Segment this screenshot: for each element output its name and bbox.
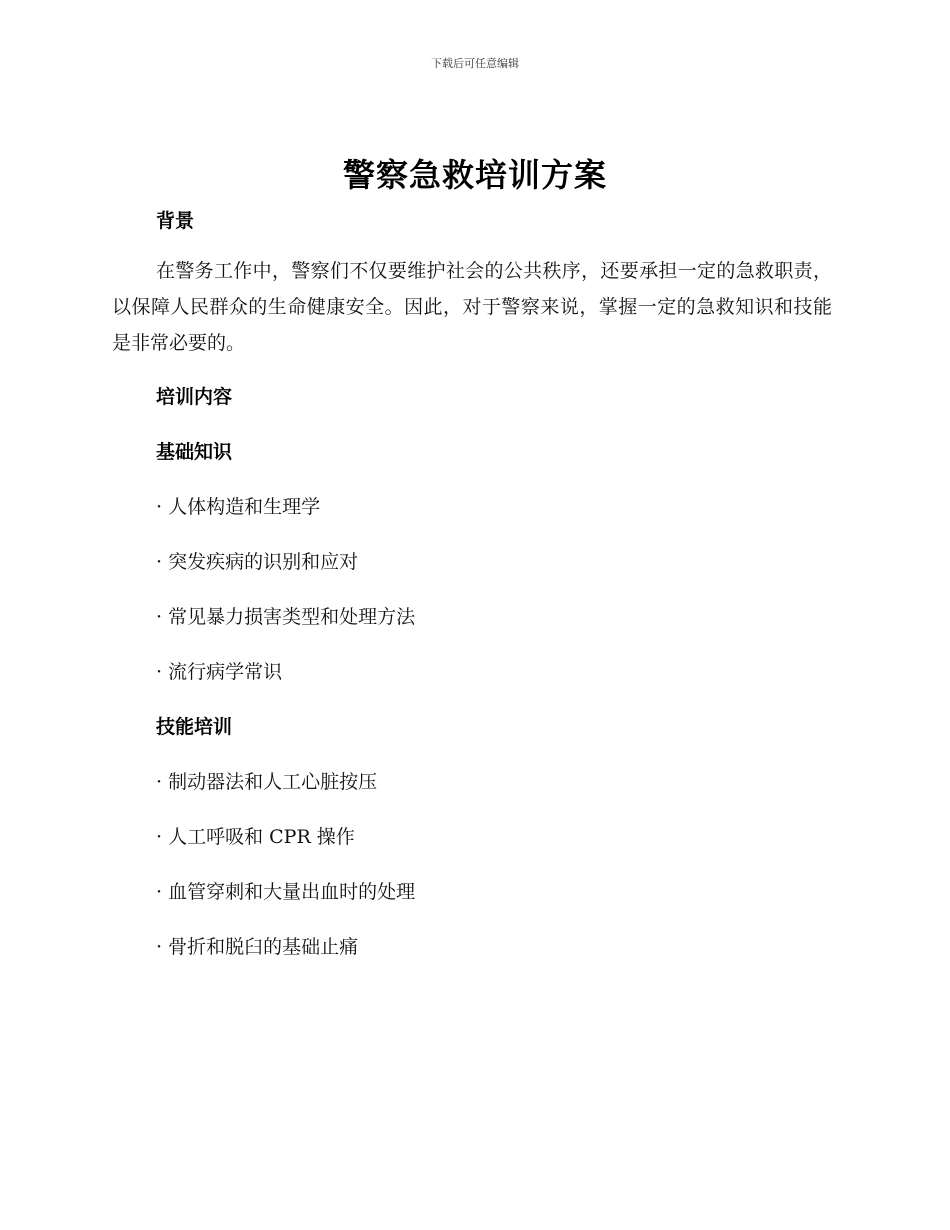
section-heading-training-content: 培训内容: [156, 386, 233, 408]
list-item: · 突发疾病的识别和应对: [156, 551, 359, 573]
list-item: · 制动器法和人工心脏按压: [156, 771, 378, 793]
list-item: · 人体构造和生理学: [156, 496, 321, 518]
list-item: · 骨折和脱臼的基础止痛: [156, 936, 359, 958]
document-body: [112, 205, 832, 963]
document-title: 警察急救培训方案: [342, 156, 607, 194]
header-note: 下载后可任意编辑: [431, 57, 519, 70]
background-paragraph: 在警务工作中，警察们不仅要维护社会的公共秩序，还要承担一定的急救职责，以保障人民群众的生命健康安全。因此，对于警察来说，掌握一定的急救知识和技能是非常必要的。: [112, 260, 832, 354]
section-heading-skill-training: 技能培训: [156, 716, 233, 738]
list-item: · 血管穿刺和大量出血时的处理: [156, 881, 416, 903]
list-item: · 人工呼吸和 CPR 操作: [156, 826, 355, 848]
list-item: · 流行病学常识: [156, 661, 283, 683]
section-heading-basic-knowledge: 基础知识: [156, 441, 233, 463]
list-item: · 常见暴力损害类型和处理方法: [156, 606, 416, 628]
section-heading-background: 背景: [156, 210, 195, 232]
